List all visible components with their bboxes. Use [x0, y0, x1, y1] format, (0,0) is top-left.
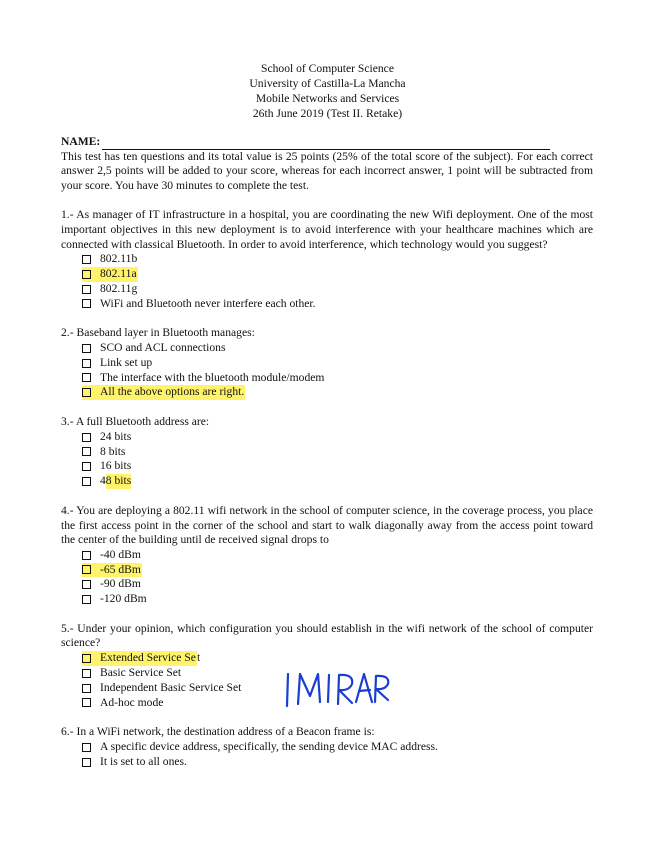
handwritten-annotation [282, 666, 392, 712]
option-list [61, 341, 593, 400]
question-6 [61, 725, 593, 769]
question-text: 6.- In a WiFi network, the destination address of a Beacon frame is: [61, 725, 375, 739]
checkbox-icon[interactable] [82, 580, 91, 589]
checkbox-icon[interactable] [82, 698, 91, 707]
option-list [61, 430, 593, 489]
option-item[interactable] [82, 385, 593, 400]
checkbox-icon[interactable] [82, 285, 91, 294]
checkbox-icon[interactable] [82, 299, 91, 308]
checkbox-icon[interactable] [82, 462, 91, 471]
question-1 [61, 208, 593, 311]
question-text: 2.- Baseband layer in Bluetooth manages: [61, 326, 255, 340]
checkbox-icon[interactable] [82, 477, 91, 486]
option-label: 802.11b [100, 252, 138, 266]
option-item[interactable] [82, 592, 593, 607]
option-item[interactable] [82, 297, 593, 312]
option-label-suffix: t [196, 651, 201, 665]
document-header [0, 61, 655, 121]
header-course: Mobile Networks and Services [255, 92, 400, 105]
option-label: It is set to all ones. [100, 754, 187, 768]
option-item[interactable] [82, 267, 593, 282]
checkbox-icon[interactable] [82, 270, 91, 279]
option-item[interactable] [82, 341, 593, 356]
option-item[interactable] [82, 430, 593, 445]
option-label-highlighted: 8 bits [105, 474, 132, 488]
name-field [61, 135, 593, 150]
option-item[interactable] [82, 356, 593, 371]
option-label: Ad-hoc mode [100, 695, 164, 709]
option-list [61, 252, 593, 311]
option-item[interactable] [82, 548, 593, 563]
checkbox-icon[interactable] [82, 743, 91, 752]
option-item[interactable] [82, 445, 593, 460]
header-school: School of Computer Science [261, 62, 394, 75]
question-text: 3.- A full Bluetooth address are: [61, 415, 210, 429]
question-4 [61, 504, 593, 607]
checkbox-icon[interactable] [82, 551, 91, 560]
checkbox-icon[interactable] [82, 684, 91, 693]
question-2 [61, 326, 593, 400]
option-item[interactable] [82, 740, 593, 755]
header-date: 26th June 2019 (Test II. Retake) [252, 107, 403, 120]
option-item[interactable] [82, 562, 593, 577]
instructions: This test has ten questions and its total value is 25 points (25% of the total score of the subject). For each correct answer 2,5 points will be added to your score, whereas for each incorrect answer, 1 point will be subtracted from your score. You have 30 minutes to complete the test. [61, 149, 593, 192]
option-label: 802.11g [100, 281, 138, 295]
checkbox-icon[interactable] [82, 359, 91, 368]
option-label: Basic Service Set [100, 665, 182, 679]
checkbox-icon[interactable] [82, 595, 91, 604]
checkbox-icon[interactable] [82, 373, 91, 382]
option-label: SCO and ACL connections [100, 341, 226, 355]
checkbox-icon[interactable] [82, 344, 91, 353]
option-label: The interface with the bluetooth module/modem [100, 370, 325, 384]
checkbox-icon[interactable] [82, 447, 91, 456]
name-label: NAME: [61, 135, 101, 148]
checkbox-icon[interactable] [82, 669, 91, 678]
option-item[interactable] [82, 252, 593, 267]
option-label: Independent Basic Service Set [100, 680, 242, 694]
checkbox-icon[interactable] [82, 654, 91, 663]
option-list [61, 740, 593, 770]
option-item[interactable] [82, 371, 593, 386]
checkbox-icon[interactable] [82, 255, 91, 264]
question-3 [61, 415, 593, 489]
option-label: WiFi and Bluetooth never interfere each other. [100, 296, 316, 310]
header-university: University of Castilla-La Mancha [249, 77, 406, 90]
name-underline [102, 138, 550, 150]
checkbox-icon[interactable] [82, 565, 91, 574]
option-item[interactable] [82, 474, 593, 489]
option-item[interactable] [82, 755, 593, 770]
option-label-highlighted: -65 dBm [100, 562, 141, 576]
option-label: -90 dBm [100, 577, 141, 591]
question-text: 4.- You are deploying a 802.11 wifi network in the school of computer science, in the coverage process, you place the first access point in the corner of the school and start to walk diagonally away from the access point toward the center of the building until de received signal drops to [61, 503, 593, 547]
option-label: -40 dBm [100, 547, 141, 561]
question-text: 1.- As manager of IT infrastructure in a hospital, you are coordinating the new Wifi deployment. One of the most important objectives in this new deployment is to avoid interference with your healthcare machines which are connected with classical Bluetooth. In order to avoid interference, which technology would you suggest? [61, 208, 593, 251]
option-label: Link set up [100, 355, 153, 369]
option-label-highlighted: All the above options are right. [100, 385, 245, 399]
checkbox-icon[interactable] [82, 388, 91, 397]
checkbox-icon[interactable] [82, 433, 91, 442]
option-label: 16 bits [100, 459, 132, 473]
option-item[interactable] [82, 651, 593, 666]
option-label: A specific device address, specifically, the sending device MAC address. [100, 739, 438, 753]
option-label: 8 bits [100, 444, 126, 458]
checkbox-icon[interactable] [82, 758, 91, 767]
option-item[interactable] [82, 282, 593, 297]
option-label-highlighted: 802.11a [100, 267, 137, 281]
option-label: 24 bits [100, 429, 132, 443]
option-item[interactable] [82, 577, 593, 592]
option-label: -120 dBm [100, 592, 147, 606]
option-list [61, 548, 593, 607]
option-label-highlighted: Extended Service Se [100, 651, 196, 665]
option-label-prefix: 4 [100, 474, 106, 488]
question-text: 5.- Under your opinion, which configuration you should establish in the wifi network of the school of computer science? [61, 621, 593, 650]
option-item[interactable] [82, 459, 593, 474]
